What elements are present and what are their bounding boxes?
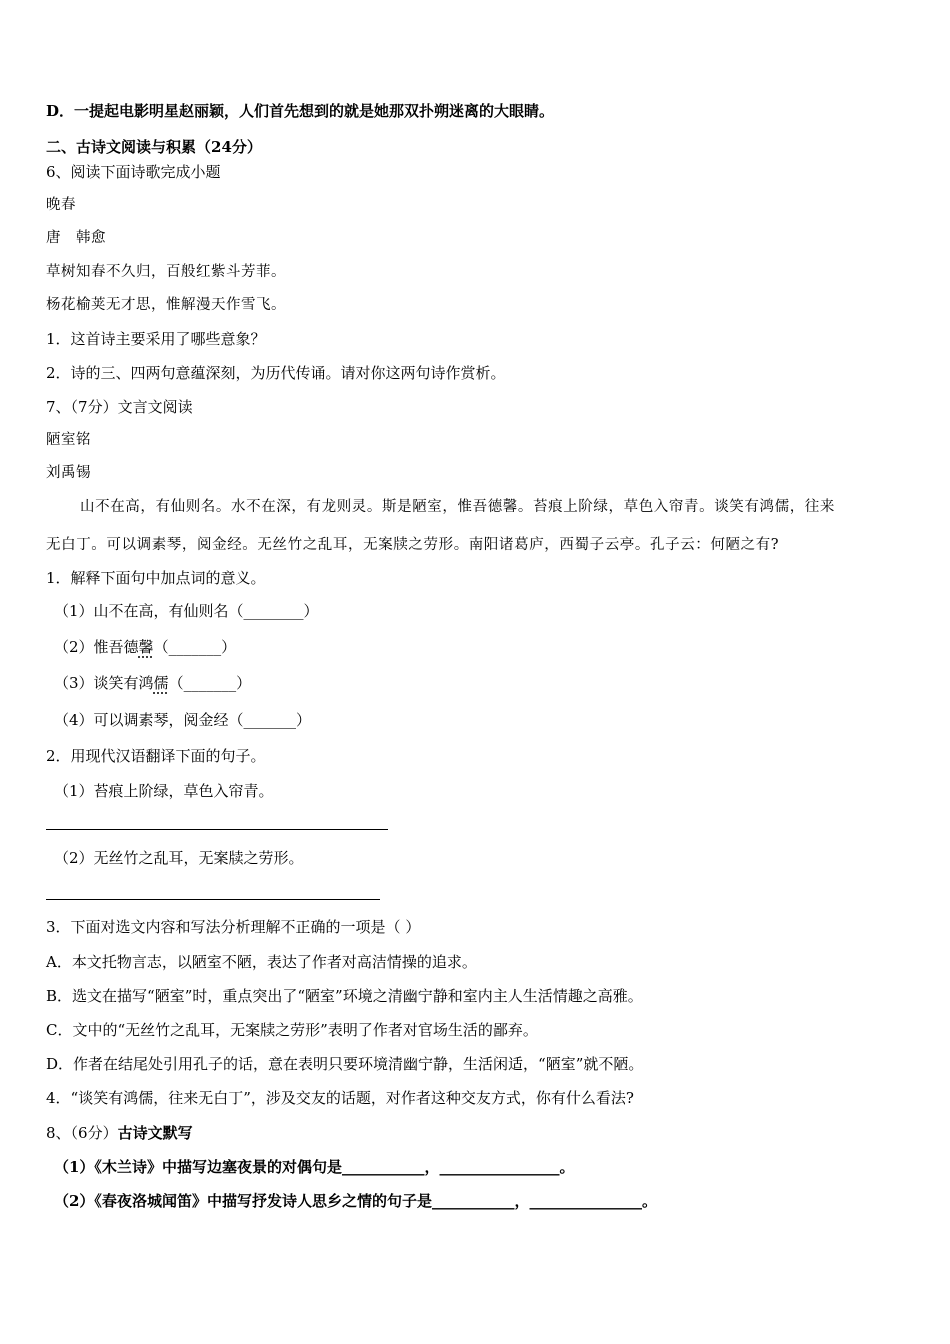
poem-line: 草树知春不久归，百般红紫斗芳菲。: [46, 264, 286, 280]
explain-item-text: （2）惟吾德: [54, 638, 139, 656]
answer-line[interactable]: [46, 899, 380, 900]
explain-item: [54, 637, 236, 657]
translate-item: （1）苔痕上阶绿，草色入帘青。: [54, 782, 274, 800]
answer-blank[interactable]: _______: [243, 711, 297, 729]
q7-prompt: 7、（7分）文言文阅读: [46, 398, 193, 416]
choice-option: C．文中的“无丝竹之乱耳，无案牍之劳形”表明了作者对官场生活的鄙弃。: [46, 1021, 538, 1039]
q8-prompt-bold: 古诗文默写: [117, 1124, 193, 1142]
answer-line[interactable]: [46, 829, 388, 830]
q7-sub-question: 3．下面对选文内容和写法分析理解不正确的一项是（ ）: [46, 918, 421, 936]
q7-sub-question: 2．用现代汉语翻译下面的句子。: [46, 747, 266, 765]
translate-item: （2）无丝竹之乱耳，无案牍之劳形。: [54, 849, 304, 867]
dotted-word: 馨: [138, 638, 154, 656]
q6-sub-question: 2．诗的三、四两句意蕴深刻，为历代传诵。请对你这两句诗作赏析。: [46, 364, 506, 382]
choice-option: A．本文托物言志，以陋室不陋，表达了作者对高洁情操的追求。: [46, 953, 477, 971]
explain-item-text: ）: [236, 674, 252, 692]
explain-item: [54, 673, 251, 693]
section-title: 二、古诗文阅读与积累（24分）: [46, 138, 262, 156]
q6-sub-question: 1．这首诗主要采用了哪些意象？: [46, 330, 266, 348]
essay-title: 陋室铭: [46, 432, 91, 448]
explain-item-text: ）: [296, 711, 312, 729]
choice-option: B．选文在描写“陋室”时，重点突出了“陋室”环境之清幽宁静和室内主人生活情趣之高雅。: [46, 987, 643, 1005]
answer-blank[interactable]: _______: [168, 638, 222, 656]
answer-blank[interactable]: _______: [183, 674, 237, 692]
poem-line: 杨花榆荚无才思，惟解漫天作雪飞。: [46, 297, 286, 313]
q7-sub-question: 1．解释下面句中加点词的意义。: [46, 569, 266, 587]
recitation-item: （2）《春夜洛城闻笛》中描写抒发诗人思乡之情的句子是___________，_______________。: [54, 1192, 657, 1210]
essay-text-line: 山不在高，有仙则名。水不在深，有龙则灵。斯是陋室，惟吾德馨。苔痕上阶绿，草色入帘青。谈笑有鸿儒，往来: [80, 499, 835, 515]
poem-title: 晚春: [46, 197, 76, 213]
q5-option-d: D．一提起电影明星赵丽颖，人们首先想到的就是她那双扑朔迷离的大眼睛。: [46, 102, 555, 120]
poem-author: 唐 韩愈: [46, 230, 106, 246]
q7-sub-question: 4．“谈笑有鸿儒，往来无白丁”，涉及交友的话题，对作者这种交友方式，你有什么看法?: [46, 1089, 634, 1107]
explain-item-text: （: [153, 638, 169, 656]
answer-blank[interactable]: ________: [243, 602, 304, 620]
recitation-item: （1）《木兰诗》中描写边塞夜景的对偶句是___________，________________。: [54, 1158, 575, 1176]
dotted-word: 儒: [153, 674, 169, 692]
essay-text-line: 无白丁。可以调素琴，阅金经。无丝竹之乱耳，无案牍之劳形。南阳诸葛庐，西蜀子云亭。孔子云：何陋之有?: [46, 537, 780, 553]
explain-item: [54, 601, 319, 621]
explain-item-text: （1）山不在高，有仙则名（: [54, 602, 244, 620]
explain-item-text: ）: [303, 602, 319, 620]
q8-prompt: [46, 1123, 193, 1143]
q6-prompt: 6、阅读下面诗歌完成小题: [46, 163, 221, 181]
explain-item-text: ）: [221, 638, 237, 656]
explain-item: [54, 710, 311, 730]
explain-item-text: （3）谈笑有鸿: [54, 674, 154, 692]
explain-item-text: （: [168, 674, 184, 692]
choice-option: D．作者在结尾处引用孔子的话，意在表明只要环境清幽宁静，生活闲适，“陋室”就不陋。: [46, 1055, 644, 1073]
q8-prompt-text: 8、（6分）: [46, 1124, 118, 1142]
essay-author: 刘禹锡: [46, 465, 91, 481]
explain-item-text: （4）可以调素琴，阅金经（: [54, 711, 244, 729]
